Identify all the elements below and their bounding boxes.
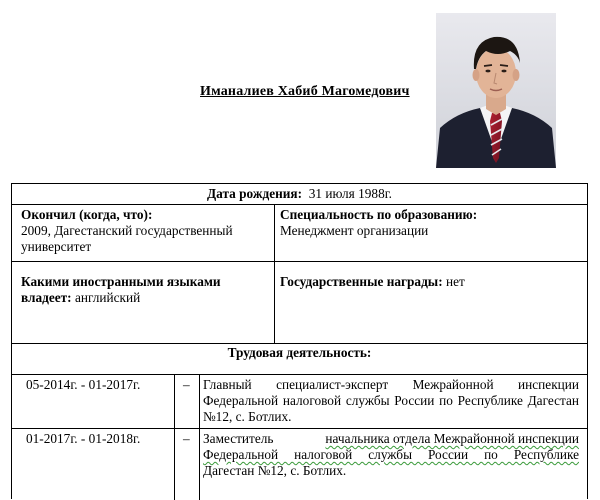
specialty-value: Менеджмент организации bbox=[280, 223, 429, 238]
languages-label: Какими иностранными языками владеет: bbox=[21, 274, 221, 305]
languages-row bbox=[21, 274, 271, 306]
divider bbox=[274, 204, 275, 343]
languages-value: английский bbox=[74, 290, 141, 305]
work-description-line: Дагестан №12, с. Ботлих. bbox=[203, 463, 347, 478]
work-period: 05-2014г. - 01-2017г. bbox=[26, 377, 141, 392]
work-description-line: начальника отдела Межрайонной инспекции bbox=[325, 431, 579, 446]
awards-row bbox=[280, 274, 465, 290]
work-description-line: Федеральной налоговой службы России по Республике bbox=[203, 447, 579, 462]
divider bbox=[12, 428, 587, 429]
birth-row bbox=[12, 186, 587, 202]
profile-photo bbox=[436, 13, 556, 168]
work-description-line: Заместитель bbox=[203, 431, 274, 446]
awards-label: Государственные награды: bbox=[280, 274, 443, 289]
divider bbox=[199, 374, 200, 500]
person-name: Иманалиев Хабиб Магомедович bbox=[200, 84, 410, 99]
birth-value: 31 июля 1988г. bbox=[308, 186, 392, 201]
divider bbox=[12, 374, 587, 375]
work-dash: – bbox=[183, 431, 190, 446]
education-label: Окончил (когда, что): bbox=[21, 207, 153, 222]
awards-value: нет bbox=[445, 274, 465, 289]
work-description bbox=[203, 431, 579, 479]
work-description: Главный специалист-эксперт Межрайонной инспекции Федеральной налоговой службы России по Республике Дагестан №12, с. Ботлих. bbox=[203, 377, 579, 424]
divider bbox=[12, 204, 587, 205]
work-period: 01-2017г. - 01-2018г. bbox=[26, 431, 141, 446]
education-value: 2009, Дагестанский государственный университет bbox=[21, 223, 233, 254]
divider bbox=[12, 343, 587, 344]
work-dash: – bbox=[183, 377, 190, 392]
divider bbox=[12, 261, 587, 262]
divider bbox=[174, 374, 175, 500]
birth-label: Дата рождения: bbox=[207, 186, 303, 201]
specialty-label: Специальность по образованию: bbox=[280, 207, 478, 222]
resume-table bbox=[11, 183, 588, 499]
work-heading: Трудовая деятельность: bbox=[227, 345, 372, 360]
